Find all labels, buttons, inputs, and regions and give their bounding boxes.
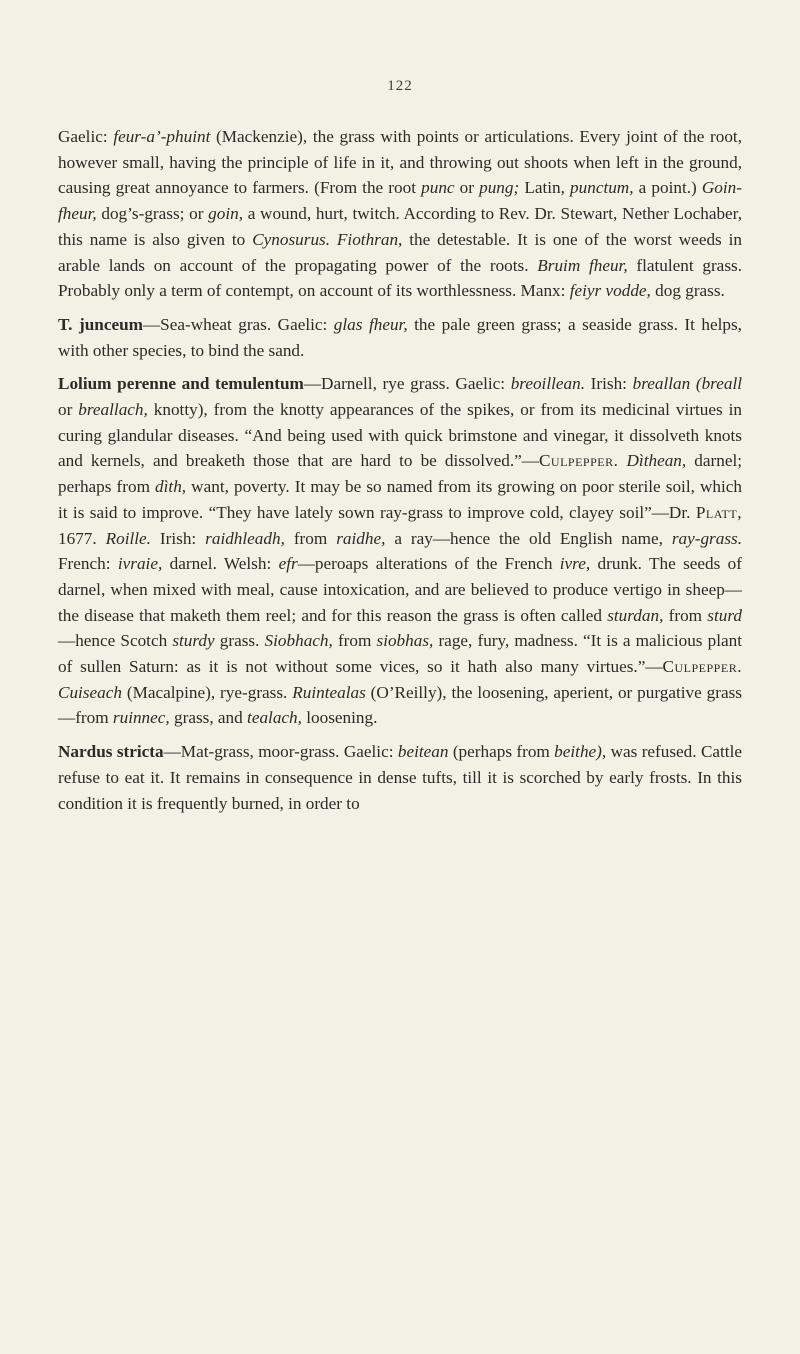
text-run: grass. [214, 631, 265, 651]
gaelic-term: sturdan, [607, 605, 664, 625]
irish-term: breallan (breall [632, 374, 742, 394]
text-run: from [332, 631, 377, 651]
irish-term: raidhe, [336, 528, 386, 548]
gaelic-term: Dìthean, [626, 451, 687, 471]
gaelic-term: pung; [479, 178, 520, 198]
text-run: darnel; perhaps from [58, 451, 743, 497]
text-run: (O’Reilly), the loosening, aperient, or purgative grass—from [58, 682, 742, 728]
french-term: ivre, [559, 554, 591, 574]
text-run: dog’s-grass; or [96, 204, 209, 224]
text-run: (perhaps from [448, 742, 555, 762]
gaelic-term: tealach, [247, 708, 302, 728]
page-text [58, 124, 742, 816]
text-run: (Macalpine), rye-grass. [121, 682, 293, 702]
gaelic-term: Ruintealas [292, 682, 366, 702]
french-term: ivraie, [117, 554, 163, 574]
text-run: —Darnell, rye grass. Gaelic: [303, 374, 511, 394]
gaelic-term: breoillean. [510, 374, 585, 394]
text-run: darnel. Welsh: [162, 554, 279, 574]
paragraph-lolium [58, 371, 742, 731]
manx-term: feiyr vodde, [569, 281, 651, 301]
text-run: Irish: [585, 374, 633, 394]
text-run: a wound, hurt, twitch. According to Rev. Dr. Stewart, Nether Lochaber, this name is also given to [58, 204, 743, 249]
text-run: was refused. Cattle refuse to eat it. It remains in consequence in dense tufts, till it is scorched by early frosts. In this condition it is frequently burned, in order to [58, 742, 742, 813]
scots-term: sturdy [172, 631, 215, 651]
species-heading: Lolium perenne and temulentum [58, 374, 304, 394]
gaelic-term: glas fheur, [333, 314, 408, 334]
gaelic-term: Siobhach, [264, 631, 333, 651]
text-run: —hence Scotch [58, 631, 173, 651]
text-run: knotty), from the knotty appearances of the spikes, or from its medicinal virtues in curing glandular diseases. “And being used with quick brimstone and vinegar, it dissolveth knots and kernels, and breaketh those that are hard to be dissolved.”— [58, 400, 742, 471]
gaelic-term: ruinnec, [112, 708, 170, 728]
text-run: French: [58, 554, 118, 574]
irish-term: raidhleadh, [205, 528, 285, 548]
text-run: a point.) [633, 178, 702, 198]
text-run: a ray—hence the old English name, [385, 528, 672, 548]
text-run: Latin, [519, 178, 571, 198]
text-run: drunk. The seeds of darnel, when mixed with meal, cause intoxication, and are believed to produce vertigo in sheep—the disease that maketh them reel; and for this reason the grass is often called [58, 554, 742, 625]
paragraph-nardus [58, 739, 742, 816]
gaelic-term: Cynosurus. Fiothran, [252, 229, 403, 249]
gaelic-term: goin, [208, 204, 244, 224]
latin-term: punctum, [570, 178, 634, 198]
text-run: rage, fury, madness. “It is a malicious plant of sullen Saturn: as it is not without some vices, so it hath also many virtues.”— [58, 631, 742, 677]
text-run: —Mat-grass, moor-grass. Gaelic: [163, 742, 398, 762]
gaelic-term: sturd [707, 605, 742, 625]
text-run: Irish: [150, 528, 206, 548]
author-citation: Culpepper. [538, 451, 619, 471]
gaelic-term: Cuiseach [58, 682, 122, 702]
text-run: or [454, 178, 480, 198]
species-heading: Nardus stricta [58, 742, 164, 762]
text-run: or [58, 400, 79, 420]
gaelic-term: dìth, [155, 477, 187, 497]
text-run: the detestable. It is one of the worst weeds in arable lands on account of the propagating power of the roots. [58, 229, 742, 275]
text-run: flatulent grass. Probably only a term of contempt, on account of its worthlessness. Manx: [58, 255, 742, 301]
text-run: from [663, 605, 708, 625]
paragraph-t-junceum [58, 312, 742, 363]
text-run [618, 451, 626, 470]
text-run: —Sea-wheat gras. Gaelic: [142, 314, 334, 334]
text-run: from [284, 528, 337, 548]
text-run: dog grass. [650, 281, 725, 301]
gaelic-term: siobhas, [376, 631, 434, 651]
english-term: ray-grass. [671, 528, 743, 548]
text-run: Gaelic: [58, 127, 114, 146]
text-run: grass, and [169, 708, 248, 728]
text-run: (Mackenzie), the grass with points or articulations. Every joint of the root, however small, having the principle of life in it, and throwing out shoots when left in the ground, causing great annoyance to farmers. (From the root [58, 127, 743, 198]
gaelic-term: beithe), [554, 742, 607, 762]
gaelic-term: punc [421, 178, 455, 198]
text-run: 1677. [58, 528, 106, 548]
gaelic-term: feur-a’-phuint [113, 127, 211, 146]
author-citation: Platt, [695, 502, 742, 522]
gaelic-term: Roille. [105, 528, 151, 548]
page-number: 122 [387, 78, 413, 94]
welsh-term: efr [278, 554, 298, 574]
text-run: want, poverty. It may be so named from its growing on poor sterile soil, which it is said to improve. “They have lately sown ray-grass to improve cold, clayey soil”—Dr. [58, 477, 742, 522]
species-heading: T. junceum [58, 314, 143, 334]
text-run: —peroaps alterations of the French [297, 554, 560, 574]
text-run: the pale green grass; a seaside grass. It helps, with other species, to bind the sand. [58, 314, 742, 360]
paragraph-feur-a-phuint [58, 124, 742, 304]
gaelic-term: beitean [397, 742, 449, 762]
irish-term: breallach, [78, 400, 148, 420]
author-citation: Culpepper. [662, 657, 742, 677]
text-run: loosening. [301, 708, 378, 728]
gaelic-term: Goin-fheur, [58, 178, 742, 224]
gaelic-term: Bruim fheur, [537, 255, 628, 275]
